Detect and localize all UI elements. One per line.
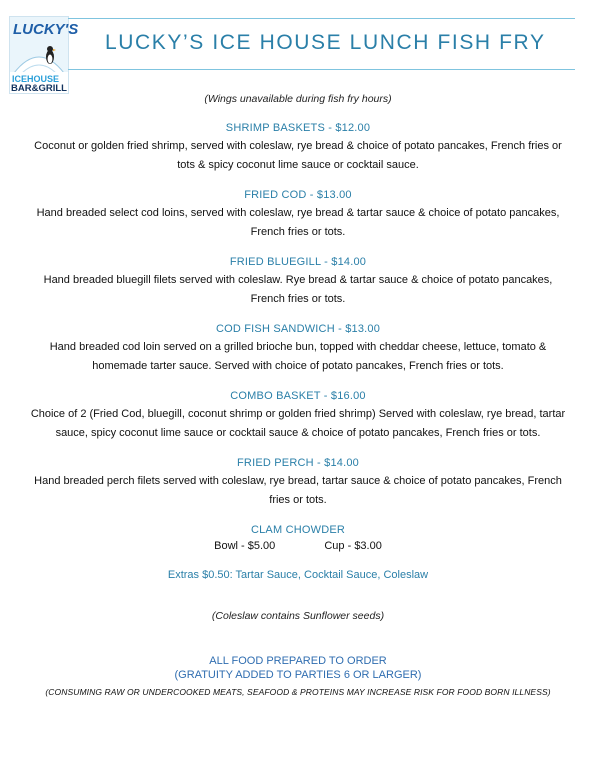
- chowder-prices: [20, 540, 576, 552]
- description-line: fries or tots.: [269, 494, 327, 506]
- menu-item-description: [20, 472, 576, 510]
- menu-content: [20, 90, 576, 697]
- wings-note: (Wings unavailable during fish fry hours): [204, 93, 392, 105]
- description-line: Choice of 2 (Fried Cod, bluegill, coconut shrimp or golden fried shrimp) Served with coleslaw, rye bread, tartar: [30, 408, 566, 420]
- menu-item-combo-basket: [20, 390, 576, 443]
- menu-item-description: [20, 338, 576, 376]
- menu-item-clam-chowder: [20, 524, 576, 552]
- food-safety-disclaimer: (CONSUMING RAW OR UNDERCOOKED MEATS, SEAFOOD & PROTEINS MAY INCREASE RISK FOR FOOD BORN ILLNESS): [45, 687, 551, 697]
- logo-text-icehouse: ICEHOUSE: [12, 74, 60, 84]
- description-line: Coconut or golden fried shrimp, served with coleslaw, rye bread & choice of potato pancakes, French fries or: [34, 140, 562, 152]
- menu-item-heading: FRIED PERCH - $14.00: [237, 457, 359, 469]
- menu-item-heading: FRIED COD - $13.00: [244, 189, 352, 201]
- menu-item-fried-perch: [20, 457, 576, 510]
- menu-item-heading: SHRIMP BASKETS - $12.00: [225, 122, 371, 134]
- description-line: French fries or tots.: [250, 293, 346, 305]
- description-line: tots & spicy coconut lime sauce or cocktail sauce.: [177, 159, 419, 171]
- description-line: homemade tarter sauce. Served with choice of potato pancakes, French fries or tots.: [92, 360, 504, 372]
- menu-item-description: [20, 137, 576, 175]
- menu-item-description: [20, 204, 576, 242]
- chowder-bowl-price: Bowl - $5.00: [214, 540, 276, 552]
- description-line: French fries or tots.: [250, 226, 346, 238]
- menu-item-cod-fish-sandwich: [20, 323, 576, 376]
- description-line: Hand breaded bluegill filets served with coleslaw. Rye bread & tartar sauce & choice of potato pancakes,: [43, 274, 553, 286]
- logo-text-lucky: LUCKY'S: [13, 21, 79, 38]
- menu-item-fried-cod: [20, 189, 576, 242]
- page-title: LUCKY’S ICE HOUSE LUNCH FISH FRY: [105, 31, 546, 54]
- menu-item-heading: COMBO BASKET - $16.00: [230, 390, 366, 402]
- menu-item-heading: CLAM CHOWDER: [250, 524, 346, 536]
- header-top-rule: [68, 18, 575, 19]
- logo-text-bargrill: BAR&GRILL: [11, 83, 67, 94]
- menu-item-heading: FRIED BLUEGILL - $14.00: [229, 256, 367, 268]
- description-line: Hand breaded select cod loins, served with coleslaw, rye bread & tartar sauce & choice of potato pancakes,: [36, 207, 560, 219]
- chowder-cup-price: Cup - $3.00: [324, 540, 382, 552]
- menu-item-heading: COD FISH SANDWICH - $13.00: [215, 323, 381, 335]
- description-line: Hand breaded cod loin served on a grilled brioche bun, topped with cheddar cheese, lettuce, tomato &: [49, 341, 547, 353]
- coleslaw-note: (Coleslaw contains Sunflower seeds): [211, 610, 385, 622]
- menu-item-fried-bluegill: [20, 256, 576, 309]
- prepared-to-order-notice: ALL FOOD PREPARED TO ORDER: [209, 655, 387, 667]
- menu-item-description: [20, 405, 576, 443]
- description-line: sauce, spicy coconut lime sauce or cocktail sauce & choice of potato pancakes, French fries or tots.: [55, 427, 541, 439]
- description-line: Hand breaded perch filets served with coleslaw, rye bread, tartar sauce & choice of potato pancakes, French: [34, 475, 562, 487]
- restaurant-logo: [9, 16, 79, 94]
- menu-item-shrimp-baskets: [20, 122, 576, 175]
- extras-line: Extras $0.50: Tartar Sauce, Cocktail Sauce, Coleslaw: [167, 569, 429, 581]
- menu-item-description: [20, 271, 576, 309]
- header-bottom-rule: [68, 69, 575, 70]
- gratuity-notice: (GRATUITY ADDED TO PARTIES 6 OR LARGER): [174, 669, 422, 681]
